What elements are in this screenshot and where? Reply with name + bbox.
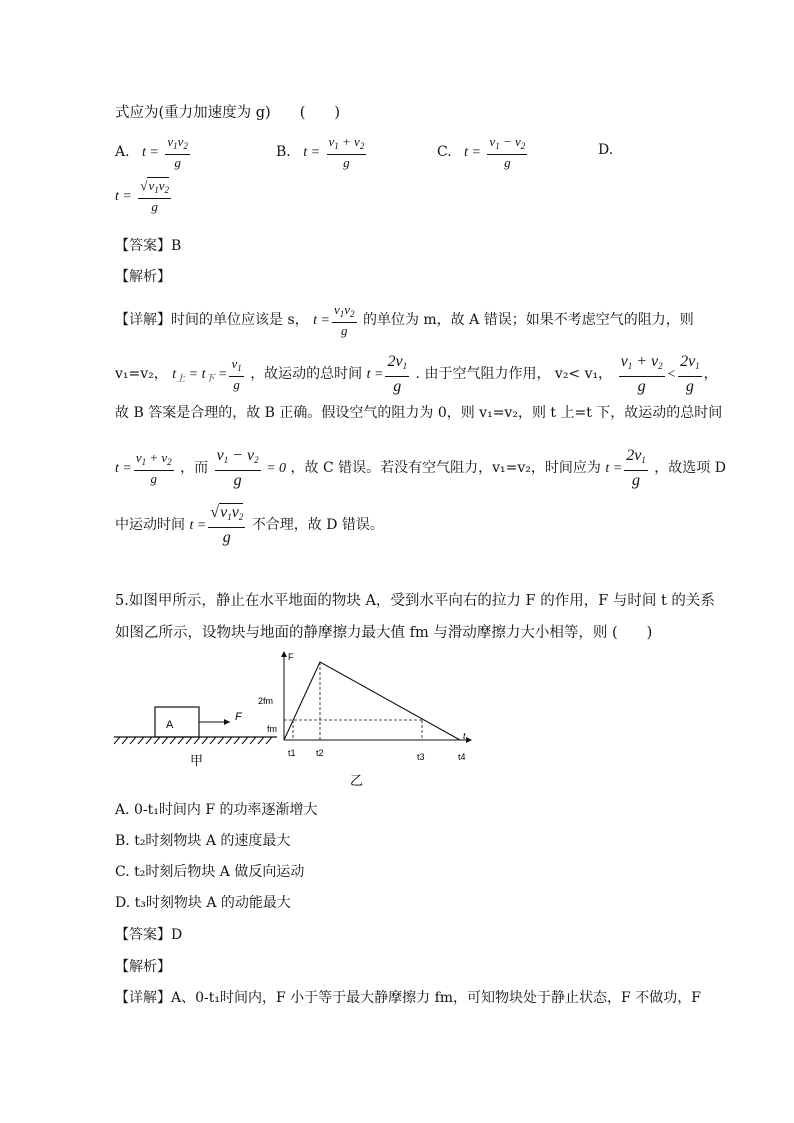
detail-text: ，故 C 错误。若没有空气阻力，v₁=v₂，时间应为 <box>290 460 601 476</box>
detail-text: v₁=v₂， <box>115 366 168 382</box>
option-a-label: A. <box>115 144 130 160</box>
tick-t1: t1 <box>288 748 296 758</box>
figure-yi-graph <box>250 648 480 793</box>
tick-t3: t3 <box>417 752 425 762</box>
detail-q4-line5: 中运动时间 t = $\frac{√v_1v_2}{g}$ 不合理，故 D 错误。 <box>115 504 384 546</box>
option-a-q4: A. t = $\frac{v_1v_2}{g}$ <box>115 134 188 170</box>
tick-t2: t2 <box>316 748 324 758</box>
q5-option-a: A. 0-t₁时间内 F 的功率逐渐增大 <box>115 802 318 818</box>
detail-text: v₂< v₁， <box>554 366 613 382</box>
option-d-formula: t = $\frac{√v_1v_2}{g}$ <box>115 178 169 214</box>
detail-q5: 【详解】A、0-t₁时间内，F 小于等于最大静摩擦力 fm，可知物块处于静止状态，F 不做功，F <box>115 990 701 1006</box>
q5-option-d: D. t₃时刻物块 A 的动能最大 <box>115 895 291 911</box>
figure-jia-caption: 甲 <box>190 753 204 768</box>
detail-text: . 由于空气阻力作用， <box>415 366 551 382</box>
question-4-tail: 式应为(重力加速度为 g) ( ) <box>115 105 341 121</box>
option-d-q4: D. <box>598 142 614 158</box>
question-5-stem-line2: 如图乙所示，设物块与地面的静摩擦力最大值 fm 与滑动摩擦力大小相等，则 ( ) <box>115 625 653 641</box>
block-a <box>155 707 199 737</box>
answer-q5: 【答案】D <box>115 927 183 943</box>
analysis-label-q5: 【解析】 <box>115 959 171 975</box>
q5-option-c: C. t₂时刻后物块 A 做反向运动 <box>115 864 305 880</box>
detail-text: ，故选项 D <box>654 460 726 476</box>
tick-t4: t4 <box>458 752 466 762</box>
option-c-label: C. <box>437 144 452 160</box>
detail-q4-line4: t = $\frac{v_1 + v_2}{g}$ ，而 $\frac{v_1 - v_2}{g}$ = 0 ，故 C 错误。若没有空气阻力，v₁=v₂，时间应为 t = $\frac{2v_1}{g}$ ，故选项 D <box>115 447 726 489</box>
option-b-label: B. <box>276 144 291 160</box>
formula-sum-over-g: $\frac{v_1 + v_2}{g}$ <box>328 134 365 170</box>
force-label: F <box>235 711 242 723</box>
detail-text: 不合理，故 D 错误。 <box>251 517 384 533</box>
detail-q4-line2: v₁=v₂， $t_上 = t_下$ = $\frac{v_1}{g}$ ，故运动的总时间 t = $\frac{2v_1}{g}$ . 由于空气阻力作用， v₂< v₁， $\frac{v_1 + v_2}{g}$ < $\frac{2v_1}{g}$ ， <box>115 353 718 395</box>
analysis-label-q4: 【解析】 <box>115 269 171 285</box>
t-axis-label: t <box>463 731 466 741</box>
tick-2fm: 2fm <box>258 696 274 706</box>
f-axis-arrow <box>281 651 287 657</box>
formula-diff-over-g: $\frac{v_1 - v_2}{g}$ <box>489 134 526 170</box>
option-b-q4: B. t = $\frac{v_1 + v_2}{g}$ <box>276 134 365 170</box>
tick-fm: fm <box>267 724 277 734</box>
f-axis-label: F <box>288 652 294 662</box>
q5-option-b: B. t₂时刻物块 A 的速度最大 <box>115 833 291 849</box>
answer-q4: 【答案】B <box>115 238 182 254</box>
force-arrowhead <box>224 719 230 725</box>
question-5-stem-line1: 5.如图甲所示，静止在水平地面的物块 A，受到水平向右的拉力 F 的作用，F 与时间 t 的关系 <box>115 593 715 609</box>
t-axis-arrow <box>466 737 472 743</box>
detail-text: 【详解】时间的单位应该是 s， <box>115 312 309 328</box>
detail-text: ，而 <box>180 460 209 476</box>
formula-sqrt-over-g: $\frac{√v_1v_2}{g}$ <box>140 178 169 214</box>
force-curve <box>284 662 460 740</box>
detail-q4-line1: 【详解】时间的单位应该是 s， t = $\frac{v_1v_2}{g}$ 的单位为 m，故 A 错误；如果不考虑空气的阻力，则 <box>115 302 694 338</box>
detail-text: 的单位为 m，故 A 错误；如果不考虑空气的阻力，则 <box>362 312 694 328</box>
detail-text: ，故运动的总时间 <box>250 366 363 382</box>
detail-q4-line3: 故 B 答案是合理的，故 B 正确。假设空气的阻力为 0，则 v₁=v₂，则 t 上=t 下，故运动的总时间 <box>115 405 723 421</box>
formula-v1v2-over-g: $\frac{v_1v_2}{g}$ <box>167 134 188 170</box>
figure-yi-caption: 乙 <box>350 773 364 788</box>
block-a-label: A <box>166 719 174 731</box>
option-c-q4: C. t = $\frac{v_1 - v_2}{g}$ <box>437 134 526 170</box>
ground-hatching <box>114 737 272 744</box>
detail-text: 中运动时间 <box>115 517 185 533</box>
